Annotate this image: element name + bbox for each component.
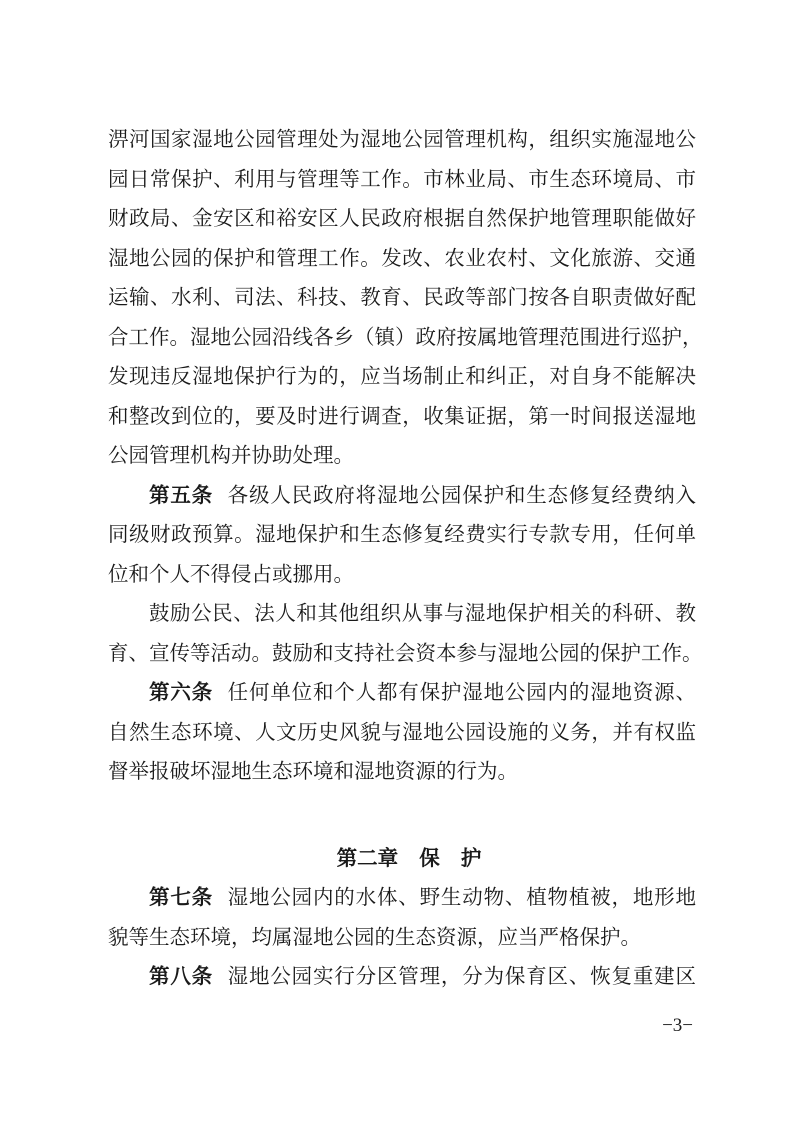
document-body [108, 120, 703, 997]
article-label: 第七条 [149, 885, 213, 909]
article-label: 第六条 [149, 680, 213, 704]
text-line: 位和个人不得侵占或挪用。 [108, 561, 354, 586]
article-first-line [108, 673, 696, 713]
text-line: 自然生态环境、人文历史风貌与湿地公园设施的义务，并有权监 [108, 719, 696, 744]
article-7 [108, 878, 696, 957]
article-first-line [108, 476, 696, 516]
text-line: 园日常保护、利用与管理等工作。市林业局、市生态环境局、市 [108, 166, 696, 191]
article-label: 第八条 [149, 964, 213, 988]
paragraph-management [108, 120, 703, 476]
article-text: 任何单位和个人都有保护湿地公园内的湿地资源、 [227, 680, 696, 704]
text-line: 貌等生态环境，均属湿地公园的生态资源，应当严格保护。 [108, 924, 641, 949]
text-line: 督举报破坏湿地生态环境和湿地资源的行为。 [108, 759, 518, 783]
text-line: 鼓励公民、法人和其他组织从事与湿地保护相关的科研、教 [149, 601, 696, 625]
text-line: 公园管理机构并协助处理。 [108, 443, 354, 467]
text-line: 财政局、金安区和裕安区人民政府根据自然保护地管理职能做好 [108, 206, 696, 230]
text-line: 合工作。湿地公园沿线各乡（镇）政府按属地管理范围进行巡护， [108, 324, 703, 349]
text-line: 湿地公园的保护和管理工作。发改、农业农村、文化旅游、交通 [108, 245, 696, 270]
page-number: −3− [662, 1015, 693, 1036]
article-label: 第五条 [149, 482, 213, 507]
chapter-heading: 第二章 保 护 [336, 845, 482, 870]
text-line: 淠河国家湿地公园管理处为湿地公园管理机构，组织实施湿地公 [108, 127, 696, 151]
text-line: 和整改到位的，要及时进行调查，收集证据，第一时间报送湿地 [108, 403, 696, 428]
article-8 [108, 957, 696, 997]
text-line: 育、宣传等活动。鼓励和支持社会资本参与湿地公园的保护工作。 [108, 640, 703, 665]
article-5 [108, 476, 696, 595]
text-line: 发现违反湿地保护行为的，应当场制止和纠正，对自身不能解决 [108, 364, 696, 388]
article-text: 湿地公园内的水体、野生动物、植物植被，地形地 [227, 885, 696, 909]
article-first-line [108, 957, 696, 997]
text-line: 运输、水利、司法、科技、教育、民政等部门按各自职责做好配 [108, 285, 696, 309]
article-text: 湿地公园实行分区管理，分为保育区、恢复重建区 [227, 964, 696, 988]
article-first-line [108, 878, 696, 918]
paragraph-encourage [108, 594, 703, 673]
article-6 [108, 673, 696, 792]
section-spacer [108, 792, 696, 839]
article-text: 各级人民政府将湿地公园保护和生态修复经费纳入 [227, 482, 696, 507]
text-line: 同级财政预算。湿地保护和生态修复经费实行专款专用，任何单 [108, 522, 696, 546]
